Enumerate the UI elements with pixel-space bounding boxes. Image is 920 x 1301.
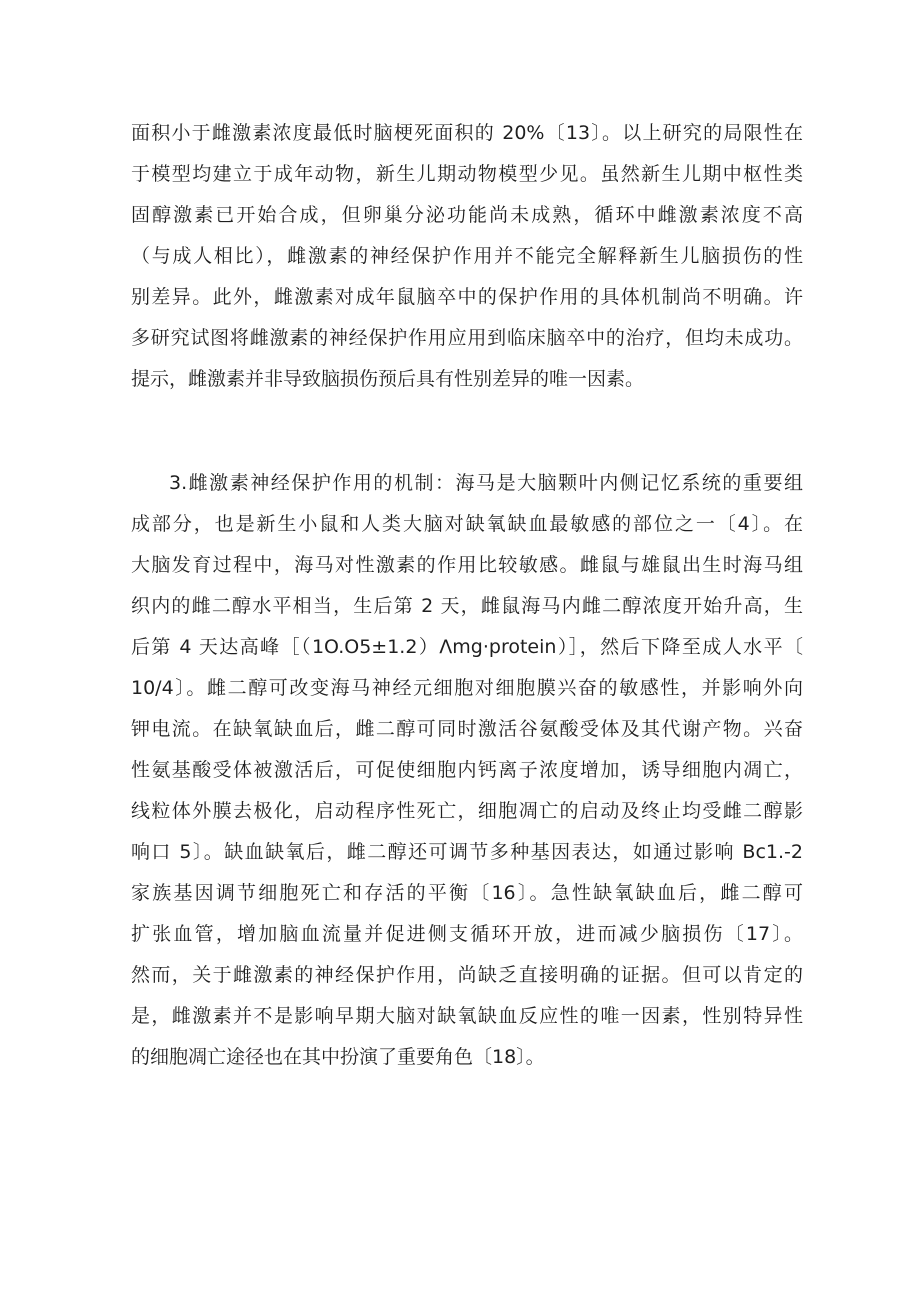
- text-line: 大脑发育过程中，海马对性激素的作用比较敏感。雌鼠与雄鼠出生时海马组: [131, 554, 803, 576]
- text-line: 织内的雌二醇水平相当，生后第 2 天，雌鼠海马内雌二醇浓度开始升高，生: [131, 595, 803, 617]
- text-line: 是，雌激素并不是影响早期大脑对缺氧缺血反应性的唯一因素，性别特异性: [131, 1005, 803, 1027]
- text-line: 多研究试图将雌激素的神经保护作用应用到临床脑卒中的治疗，但均未成功。: [131, 327, 803, 349]
- text-line: 面积小于雌激素浓度最低时脑梗死面积的 20%〔13〕。以上研究的局限性在: [131, 122, 803, 144]
- text-line: 的细胞凋亡途径也在其中扮演了重要角色〔18〕。: [131, 1046, 545, 1068]
- text-line: 线粒体外膜去极化，启动程序性死亡，细胞凋亡的启动及终止均受雌二醇影: [131, 800, 803, 822]
- text-line: 别差异。此外，雌激素对成年鼠脑卒中的保护作用的具体机制尚不明确。许: [131, 286, 803, 308]
- body-paragraph-1: [131, 113, 803, 400]
- text-line: 性氨基酸受体被激活后，可促使细胞内钙离子浓度增加，诱导细胞内凋亡，: [131, 759, 803, 781]
- text-line: 固醇激素已开始合成，但卵巢分泌功能尚未成熟，循环中雌激素浓度不高: [131, 204, 803, 226]
- text-line: 后第 4 天达高峰［（1O.O5±1.2）Λmg·protein）］，然后下降至成人水平〔: [131, 636, 803, 658]
- text-line: 然而，关于雌激素的神经保护作用，尚缺乏直接明确的证据。但可以肯定的: [131, 964, 803, 986]
- text-line: 钾电流。在缺氧缺血后，雌二醇可同时激活谷氨酸受体及其代谢产物。兴奋: [131, 718, 803, 740]
- text-line: 扩张血管，增加脑血流量并促进侧支循环开放，进而减少脑损伤〔17〕。: [131, 923, 803, 945]
- text-line: 3.雌激素神经保护作用的机制：海马是大脑颗叶内侧记忆系统的重要组: [169, 472, 803, 494]
- body-paragraph-2: [131, 463, 803, 1078]
- text-line: 家族基因调节细胞死亡和存活的平衡〔16〕。急性缺氧缺血后，雌二醇可: [131, 882, 803, 904]
- text-line: 10/4〕。雌二醇可改变海马神经元细胞对细胞膜兴奋的敏感性，并影响外向: [131, 677, 803, 699]
- text-line: 成部分，也是新生小鼠和人类大脑对缺氧缺血最敏感的部位之一〔4〕。在: [131, 513, 803, 535]
- text-line: 提示，雌激素并非导致脑损伤预后具有性别差异的唯一因素。: [131, 368, 645, 390]
- text-line: 响口 5〕。缺血缺氧后，雌二醇还可调节多种基因表达，如通过影响 Bc1.-2: [131, 841, 803, 863]
- text-line: 于模型均建立于成年动物，新生儿期动物模型少见。虽然新生儿期中枢性类: [131, 163, 803, 185]
- text-line: （与成人相比），雌激素的神经保护作用并不能完全解释新生儿脑损伤的性: [131, 245, 803, 267]
